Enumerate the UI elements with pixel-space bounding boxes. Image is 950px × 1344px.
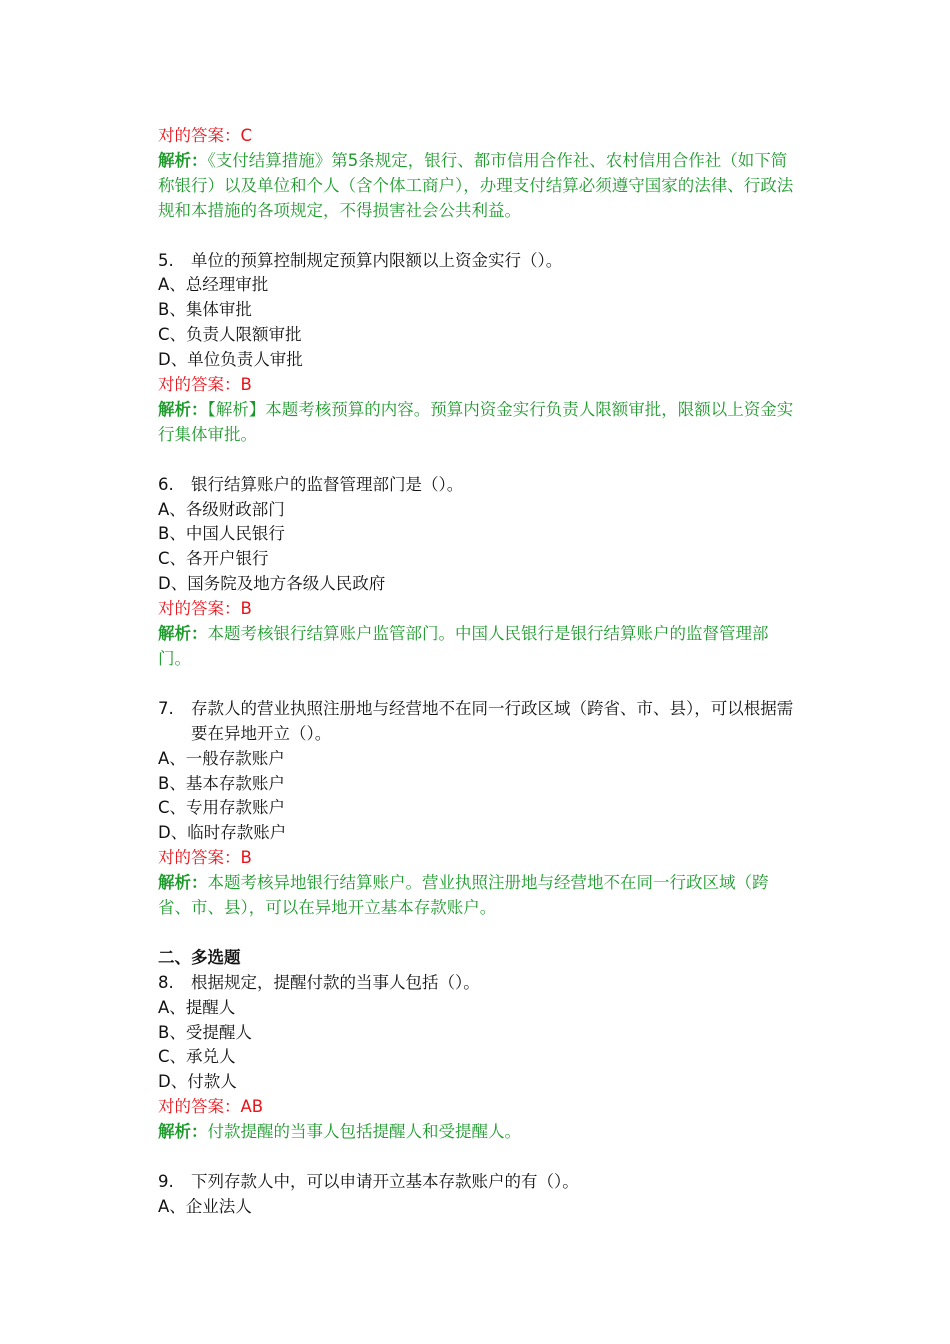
analysis-label: 解析： bbox=[158, 150, 208, 170]
analysis-text: 《支付结算措施》第5条规定，银行、都市信用合作社、农村信用合作社（如下简称银行）以及单位和个人（含个体工商户），办理支付结算必须遵守国家的法律、行政法规和本措施的各项规定，不得损害社会公共利益。 bbox=[158, 150, 794, 220]
option: D、国务院及地方各级人民政府 bbox=[158, 574, 386, 594]
analysis-text: 本题考核异地银行结算账户。营业执照注册地与经营地不在同一行政区域（跨省、市、县），可以在异地开立基本存款账户。 bbox=[158, 873, 769, 918]
answer-label: 对的答案： bbox=[158, 848, 241, 868]
question-number: 7. bbox=[158, 698, 174, 718]
spacer bbox=[158, 921, 798, 946]
answer-value: B bbox=[240, 375, 252, 395]
analysis-label: 解析： bbox=[158, 1122, 208, 1142]
question-number: 6. bbox=[158, 474, 174, 494]
answer-label: 对的答案： bbox=[158, 1097, 241, 1117]
question-text: 银行结算账户的监督管理部门是（）。 bbox=[191, 474, 464, 494]
document-page bbox=[158, 124, 798, 1220]
answer-line bbox=[158, 597, 798, 622]
question-text: 下列存款人中，可以申请开立基本存款账户的有（）。 bbox=[191, 1171, 579, 1191]
spacer bbox=[158, 224, 798, 249]
question-stem bbox=[158, 1170, 798, 1195]
question-text: 单位的预算控制规定预算内限额以上资金实行（）。 bbox=[191, 250, 563, 270]
answer-value: AB bbox=[240, 1097, 264, 1117]
analysis-line bbox=[158, 871, 798, 921]
option: A、各级财政部门 bbox=[158, 499, 285, 519]
analysis-line bbox=[158, 1120, 798, 1145]
option: B、集体审批 bbox=[158, 300, 252, 320]
option: B、受提醒人 bbox=[158, 1022, 252, 1042]
option: D、付款人 bbox=[158, 1072, 237, 1092]
section-heading: 二、多选题 bbox=[158, 947, 241, 967]
option: A、总经理审批 bbox=[158, 275, 269, 295]
question-stem bbox=[158, 249, 798, 274]
answer-line bbox=[158, 846, 798, 871]
option: B、基本存款账户 bbox=[158, 773, 285, 793]
analysis-text: 本题考核银行结算账户监管部门。中国人民银行是银行结算账户的监督管理部门。 bbox=[158, 624, 769, 668]
analysis-label: 解析： bbox=[158, 624, 208, 644]
answer-value: B bbox=[240, 848, 252, 868]
option: A、一般存款账户 bbox=[158, 748, 285, 768]
analysis-label: 解析： bbox=[158, 873, 208, 893]
option: D、单位负责人审批 bbox=[158, 350, 303, 370]
option: C、承兑人 bbox=[158, 1047, 236, 1067]
analysis-line bbox=[158, 622, 798, 672]
analysis-line bbox=[158, 149, 798, 224]
option: C、负责人限额审批 bbox=[158, 325, 302, 345]
question-stem bbox=[158, 473, 798, 498]
question-number: 5. bbox=[158, 250, 174, 270]
option: B、中国人民银行 bbox=[158, 524, 285, 544]
answer-label: 对的答案： bbox=[158, 375, 241, 395]
analysis-text: 【解析】本题考核预算的内容。预算内资金实行负责人限额审批，限额以上资金实行集体审批。 bbox=[158, 399, 794, 444]
question-text: 根据规定，提醒付款的当事人包括（）。 bbox=[191, 972, 480, 992]
option: A、企业法人 bbox=[158, 1196, 252, 1216]
analysis-text: 付款提醒的当事人包括提醒人和受提醒人。 bbox=[207, 1122, 521, 1142]
question-text: 存款人的营业执照注册地与经营地不在同一行政区域（跨省、市、县），可以根据需要在异地开立（）。 bbox=[191, 698, 794, 743]
analysis-label: 解析： bbox=[158, 399, 208, 419]
answer-line bbox=[158, 1095, 798, 1120]
answer-line bbox=[158, 373, 798, 398]
option: A、提醒人 bbox=[158, 997, 236, 1017]
spacer bbox=[158, 448, 798, 473]
question-number: 8. bbox=[158, 972, 174, 992]
spacer bbox=[158, 1145, 798, 1170]
option: D、临时存款账户 bbox=[158, 823, 287, 843]
option: C、各开户银行 bbox=[158, 549, 269, 569]
spacer bbox=[158, 672, 798, 697]
answer-label: 对的答案： bbox=[158, 126, 241, 145]
answer-value: B bbox=[240, 599, 252, 619]
answer-line bbox=[158, 124, 798, 149]
question-stem bbox=[158, 697, 798, 747]
analysis-line bbox=[158, 398, 798, 448]
answer-value: C bbox=[240, 126, 253, 145]
question-stem bbox=[158, 971, 798, 996]
question-number: 9. bbox=[158, 1171, 174, 1191]
option: C、专用存款账户 bbox=[158, 798, 286, 818]
answer-label: 对的答案： bbox=[158, 599, 241, 619]
